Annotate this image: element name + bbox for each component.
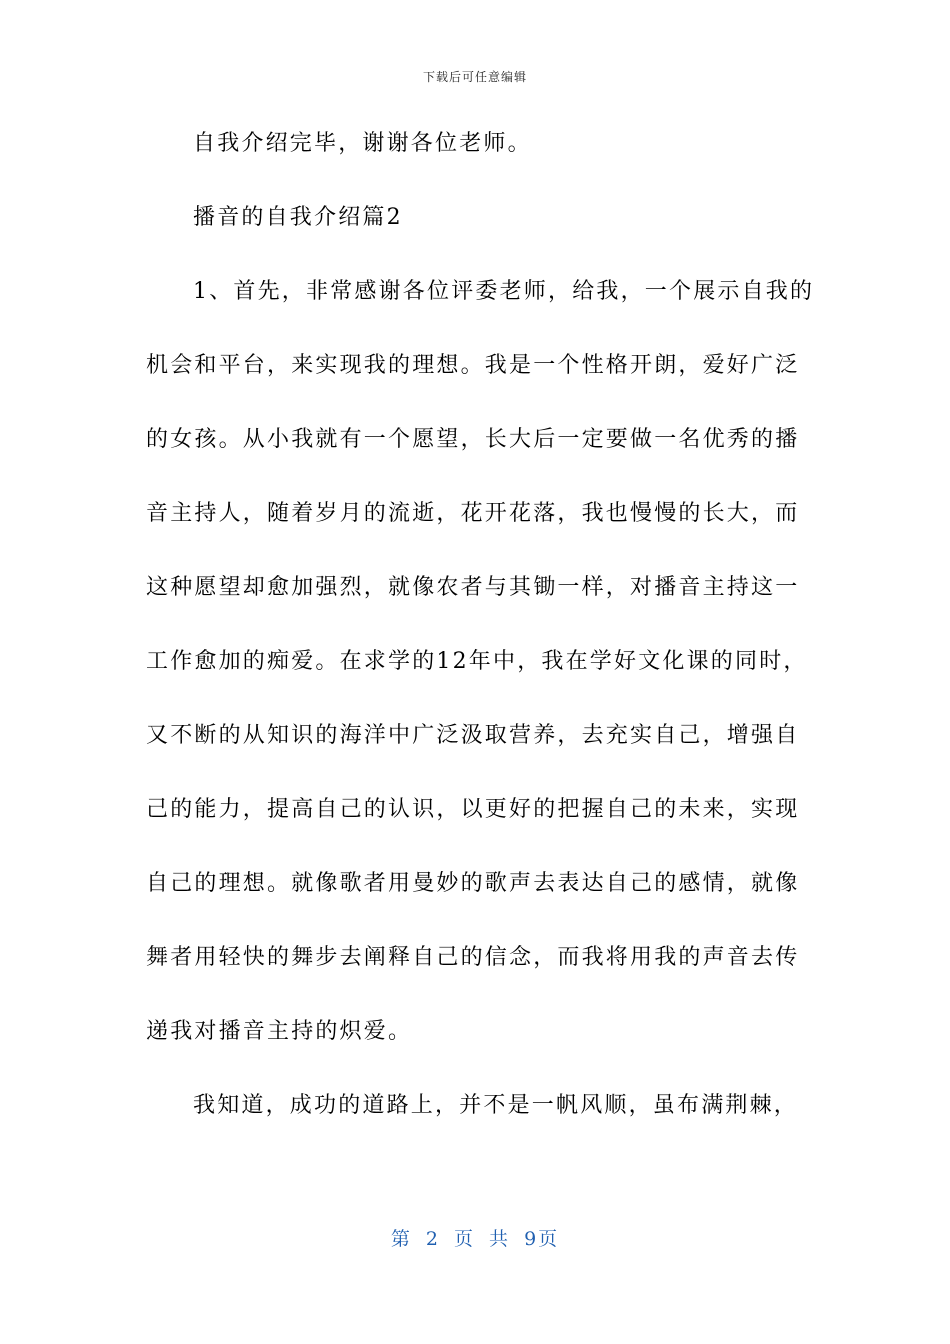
text-line: 递我对播音主持的炽爱。 [146,1019,413,1044]
text-line: 机会和平台，来实现我的理想。我是一个性格开朗，爱好广泛 [146,353,800,378]
text-line: 又不断的从知识的海洋中广泛汲取营养，去充实自己，增强自 [146,723,800,748]
page-header: 下载后可任意编辑 [422,70,527,84]
text-line: 自己的理想。就像歌者用曼妙的歌声去表达自己的感情，就像 [146,871,800,896]
text-line: 我知道，成功的道路上，并不是一帆风顺，虽布满荆棘， [193,1093,799,1118]
text-line: 自我介绍完毕，谢谢各位老师。 [193,131,532,156]
text-line: 音主持人，随着岁月的流逝，花开花落，我也慢慢的长大，而 [146,501,800,526]
text-line: 工作愈加的痴爱。在求学的12年中，我在学好文化课的同时， [146,649,808,674]
text-line: 的女孩。从小我就有一个愿望，长大后一定要做一名优秀的播 [146,427,800,452]
section-heading: 播音的自我介绍篇2 [193,205,403,230]
text-line: 己的能力，提高自己的认识，以更好的把握自己的未来，实现 [146,797,800,822]
page-number-footer: 第 2 页 共 9页 [390,1228,560,1250]
text-line: 这种愿望却愈加强烈，就像农者与其锄一样，对播音主持这一 [146,575,800,600]
text-line: 1、首先，非常感谢各位评委老师，给我，一个展示自我的 [193,279,815,304]
text-line: 舞者用轻快的舞步去阐释自己的信念，而我将用我的声音去传 [146,945,800,970]
